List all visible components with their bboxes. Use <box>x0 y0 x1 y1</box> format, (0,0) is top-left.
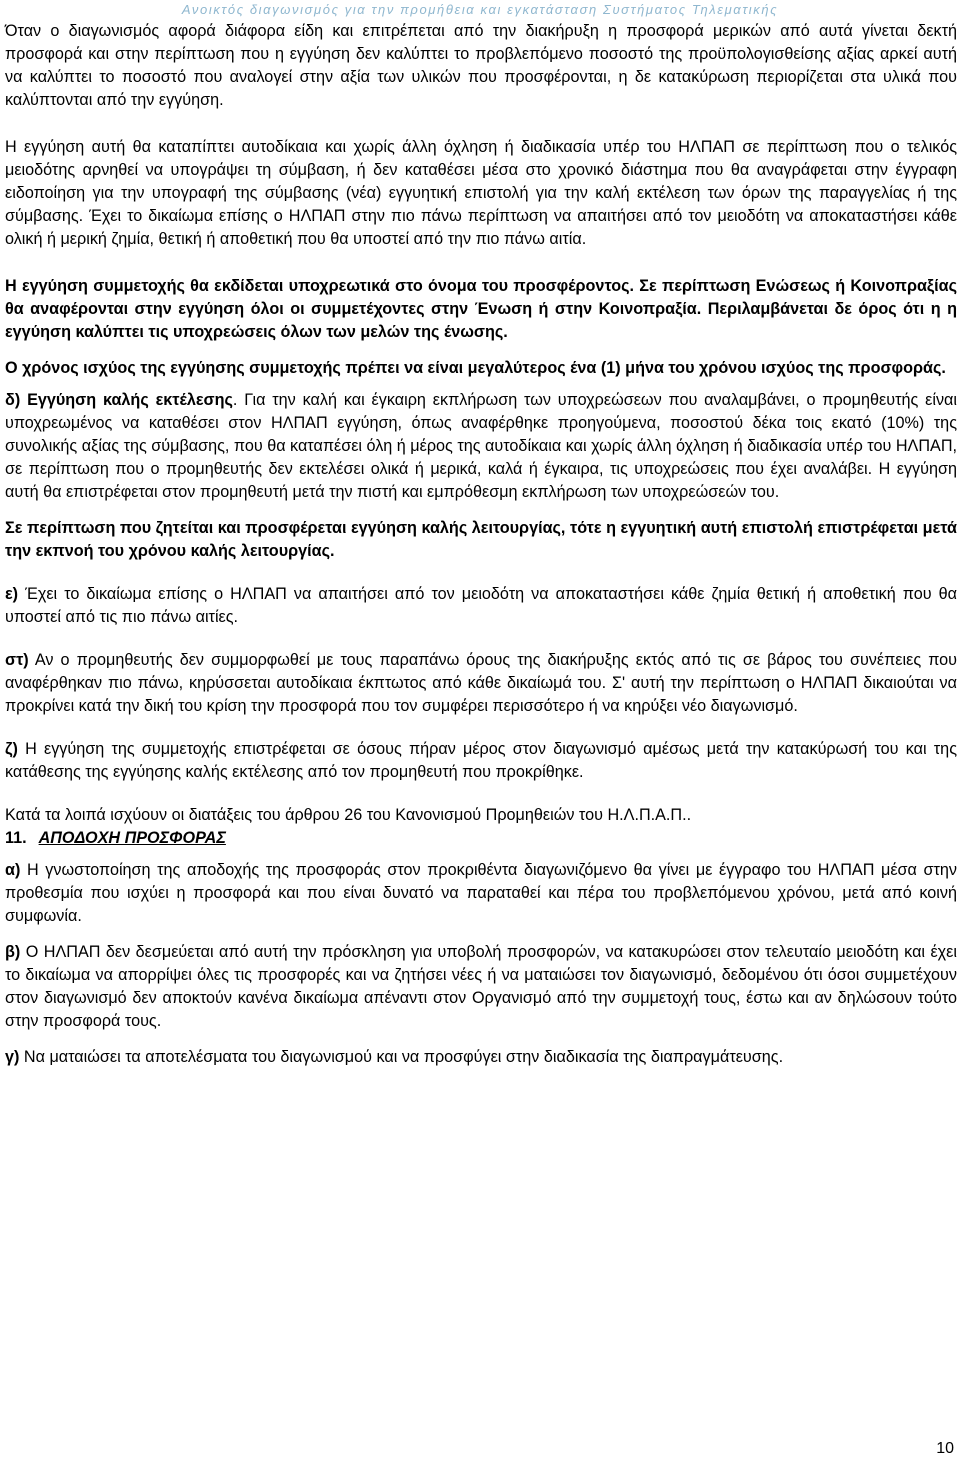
running-header: Ανοικτός διαγωνισμός για την προμήθεια και εγκατάσταση Συστήματος Τηλεματικής <box>181 2 779 17</box>
paragraph-guarantee-validity: Ο χρόνος ισχύος της εγγύησης συμμετοχής πρέπει να είναι μεγαλύτερος ένα (1) μήνα του χρόνου ισχύος της προσφοράς. <box>5 359 946 377</box>
paragraph-guarantee-issuance: Η εγγύηση συμμετοχής θα εκδίδεται υποχρεωτικά στο όνομα του προσφέροντος. Σε περίπτωση Ενώσεως ή Κοινοπραξίας θα αναφέρονται στην εγγύηση όλοι οι συμμετέχοντες στην Ένωση ή στην Κοινοπραξία. Περιλαμβάνεται δε όρος ότι η η εγγύηση καλύπτει τις υποχρεώσεις όλων των μελών της ένωσης. <box>5 277 957 341</box>
item-text: Η γνωστοποίηση της αποδοχής της προσφοράς στον προκριθέντα διαγωνιζόμενο θα γίνει με έγγραφο του ΗΛΠΑΠ μέσα στην προθεσμία που ισχύει η προσφορά και που είναι δυνατό να παραταθεί και πέρα του προβλεπόμενου χρόνου, μετά από κοινή συμφωνία. <box>5 861 957 925</box>
paragraph-item-c <box>5 1046 957 1069</box>
paragraph-label: δ) Εγγύηση καλής εκτέλεσης <box>5 391 233 409</box>
item-label: ε) <box>5 585 19 603</box>
item-label: β) <box>5 943 21 961</box>
item-label: στ) <box>5 651 29 669</box>
paragraph-item-z <box>5 738 957 784</box>
page-number: 10 <box>936 1440 954 1457</box>
item-text: Ο ΗΛΠΑΠ δεν δεσμεύεται από αυτή την πρόσκληση για υποβολή προσφορών, να κατακυρώσει στον τελευταίο μειοδότη και έχει το δικαίωμα να απορρίψει όλες τις προσφορές και να ζητήσει νέες ή να ματαιώσει τον διαγωνισμό, δεδομένου ότι όσοι συμμετέχουν στον διαγωνισμό δεν αποκτούν κανένα δικαίωμα απέναντι στον Οργανισμό από την συμμετοχή τους, έστω και αν δηλώσουν τούτο στην προσφορά τους. <box>5 943 957 1030</box>
paragraph-good-operation: Σε περίπτωση που ζητείται και προσφέρεται εγγύηση καλής λειτουργίας, τότε η εγγυητική αυτή επιστολή επιστρέφεται μετά την εκπνοή του χρόνου καλής λειτουργίας. <box>5 519 957 560</box>
section-heading <box>5 827 957 850</box>
paragraph-item-b <box>5 941 957 1033</box>
paragraph-item-st <box>5 649 957 718</box>
document-body <box>5 20 957 1069</box>
section-number: 11. <box>5 829 27 847</box>
paragraph-item-e <box>5 583 957 629</box>
item-text: Η εγγύηση της συμμετοχής επιστρέφεται σε όσους πήραν μέρος στον διαγωνισμό αμέσως μετά την κατακύρωσή του και της κατάθεσης της εγγύησης καλής εκτέλεσης από τον προμηθευτή που προκρίθηκε. <box>5 740 957 781</box>
section-title: ΑΠΟΔΟΧΗ ΠΡΟΣΦΟΡΑΣ <box>38 829 226 847</box>
item-text: Αν ο προμηθευτής δεν συμμορφωθεί με τους παραπάνω όρους της διακήρυξης εκτός από τις σε βάρος του συνέπειες που αναφέρθηκαν πιο πάνω, κηρύσσεται αυτοδίκαια έκπτωτος από κάθε δικαίωμά του. Σ' αυτή την περίπτωση ο ΗΛΠΑΠ δικαιούται να προκρίνει κατά την δική του κρίση την προσφορά που τον συμφέρει περισσότερο ή να κηρύξει νέο διαγωνισμό. <box>5 651 957 715</box>
paragraph-performance-guarantee <box>5 389 957 504</box>
item-label: γ) <box>5 1048 20 1066</box>
paragraph-text: . Για την καλή και έγκαιρη εκπλήρωση των υποχρεώσεων που αναλαμβάνει, ο προμηθευτής είναι υποχρεωμένος να καταθέσει στον ΗΛΠΑΠ εγγύηση, όπως αναφέρθηκε προηγούμενα, ποσοστού δέκα τοις εκατό (10%) της συνολικής αξίας της σύμβασης, που θα καταπέσει όλη ή μέρος της αυτοδίκαια και χωρίς άλλη όχληση ή διαδικασία υπέρ του ΗΛΠΑΠ, σε περίπτωση που ο προμηθευτής δεν εκτελέσει ολικά ή μερικά, καλά ή έγκαιρα, τις υποχρεώσεις που έχει αναλάβει. Η εγγύηση αυτή θα επιστρέφεται στον προμηθευτή μετά την πιστή και εμπρόθεσμη εκπλήρωση των υποχρεώσεών του. <box>5 391 958 501</box>
paragraph-regulation: Κατά τα λοιπά ισχύουν οι διατάξεις του άρθρου 26 του Κανονισμού Προμηθειών του Η.Λ.Π.Α.Π.. <box>5 806 692 824</box>
item-label: ζ) <box>5 740 18 758</box>
item-label: α) <box>5 861 21 879</box>
item-text: Έχει το δικαίωμα επίσης ο ΗΛΠΑΠ να απαιτήσει από τον μειοδότη να αποκαταστήσει κάθε ζημία θετική ή αποθετική που θα υποστεί από τις πιο πάνω αιτίες. <box>5 585 957 626</box>
item-text: Να ματαιώσει τα αποτελέσματα του διαγωνισμού και να προσφύγει στην διαδικασία της διαπραγμάτευσης. <box>19 1048 784 1066</box>
paragraph-guarantee-forfeit: Η εγγύηση αυτή θα καταπίπτει αυτοδίκαια και χωρίς άλλη όχληση ή διαδικασία υπέρ του ΗΛΠΑΠ σε περίπτωση που ο τελικός μειοδότης αρνηθεί να υπογράψει τη σύμβαση, ή δεν καταθέσει μέσα στο χρονικό διάστημα που θα αναγράφεται στην έγγραφη ειδοποίηση για την υπογραφή της σύμβασης (νέα) εγγυητική επιστολή για την καλή εκτέλεση των όρων της παραγγελίας ή της σύμβασης. Έχει το δικαίωμα επίσης ο ΗΛΠΑΠ στην πιο πάνω περίπτωση να απαιτήσει από τον μειοδότη να αποκαταστήσει κάθε ολική ή μερική ζημία, θετική ή αποθετική που θα υποστεί από την πιο πάνω αιτία. <box>5 138 957 248</box>
paragraph-item-a <box>5 859 957 928</box>
paragraph-partial-offer: Όταν ο διαγωνισμός αφορά διάφορα είδη και επιτρέπεται από την διακήρυξη η προσφορά μερικών από αυτά γίνεται δεκτή προσφορά και στην περίπτωση που η εγγύηση δεν καλύπτει το προβλεπόμενο ποσοστό της προϋπολογισθείσης αξίας αρκεί αυτή να καλύπτει το ποσοστό που αναλογεί στην αξία των υλικών που προσφέρονται, η δε κατακύρωση περιορίζεται στα υλικά που καλύπτονται από την εγγύηση. <box>5 22 957 109</box>
